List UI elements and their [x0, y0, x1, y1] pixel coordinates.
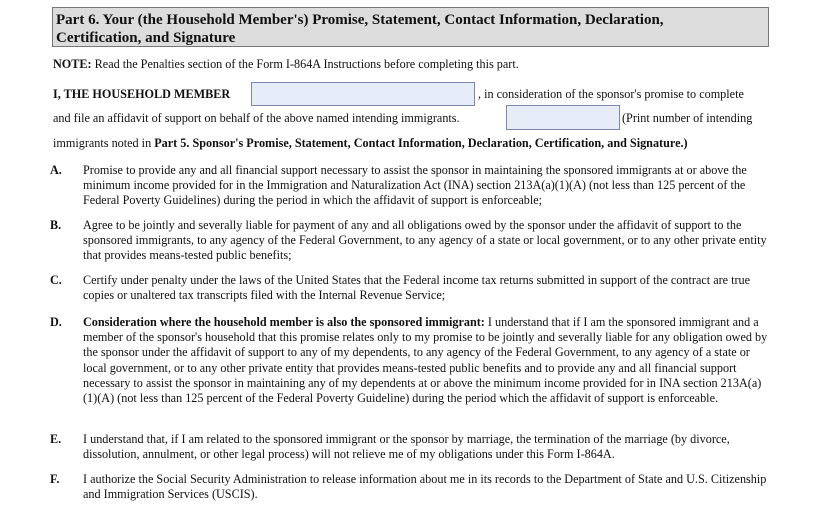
item-text: Certify under penalty under the laws of the United States that the Federal income tax returns submitted in support of the contract are true copies or unaltered tax transcripts filed with the Internal Revenue Service; — [83, 273, 751, 303]
heading-line-2: Certification, and Signature — [56, 30, 236, 46]
household-member-label: I, THE HOUSEHOLD MEMBER — [53, 87, 231, 101]
intro-line-2-tail: (Print number of intending — [622, 111, 753, 125]
item-c — [50, 273, 770, 303]
item-letter: D. — [50, 315, 62, 329]
item-a — [50, 163, 770, 209]
item-text: I understand that, if I am related to the sponsored immigrant or the sponsor by marriage, the termination of the marriage (by divorce, dissolution, annulment, or other legal process) will not relieve me of my obligations under this Form I-864A. — [83, 432, 730, 462]
note — [53, 57, 519, 72]
intro-line-1-tail: , in consideration of the sponsor's promise to complete — [478, 87, 744, 101]
item-letter: F. — [50, 472, 60, 486]
intro-line-3-bold: Part 5. Sponsor's Promise, Statement, Contact Information, Declaration, Certification, and Signature.) — [154, 136, 688, 150]
item-letter: A. — [50, 163, 62, 177]
intro-line-2: and file an affidavit of support on behalf of the above named intending immigrants. — [53, 111, 460, 125]
item-text: I authorize the Social Security Administration to release information about me in its records to the Department of State and U.S. Citizenship and Immigration Services (USCIS). — [83, 472, 767, 502]
part-6-heading — [52, 7, 769, 47]
intro-line-3 — [53, 136, 688, 151]
household-member-name-field[interactable] — [251, 82, 475, 106]
item-letter: C. — [50, 273, 62, 287]
item-letter: E. — [50, 432, 62, 446]
intro-line-3-head: immigrants noted in — [53, 136, 155, 150]
item-text: Agree to be jointly and severally liable for payment of any and all obligations owed by the sponsor under the affidavit of support to the sponsored immigrants, to any agency of the Federal Government, to any agency of a state or local government, or to any other private entity that provides means-tested public benefits; — [83, 218, 767, 263]
item-text: Promise to provide any and all financial support necessary to assist the sponsor in maintaining the sponsored immigrants at or above the minimum income provided for in the Immigration and Naturalization Act (INA) section 213A(a)(1)(A) (not less than 125 percent of the Federal Poverty Guidelines) during the period in which the affidavit of support is enforceable; — [83, 163, 747, 208]
number-of-immigrants-field[interactable] — [506, 105, 620, 130]
item-f — [50, 472, 770, 502]
item-d — [50, 315, 770, 406]
item-text: Consideration where the household member is also the sponsored immigrant: I understand that if I am the sponsored immigrant and a member of the sponsor's household that this promise relates only to my promise to be jointly and severally liable for any obligation owed by the sponsor under the affidavit of support to any of my dependents, to any agency of the Federal Government, to any agency of a state or local government, or to any other private entity that provides means-tested public benefits and to provide any and all financial support necessary to assist the sponsor in maintaining any of my dependents at or above the minimum income provided for in INA section 213A(a)(1)(A) (not less than 125 percent of the Federal Poverty Guideline) during the period which the affidavit of support is enforceable. — [83, 315, 768, 406]
heading-line-1: Part 6. Your (the Household Member's) Promise, Statement, Contact Information, Declaration, — [56, 12, 664, 28]
item-b — [50, 218, 770, 264]
item-e — [50, 432, 770, 462]
note-label: NOTE: — [53, 57, 92, 71]
item-letter: B. — [50, 218, 62, 232]
note-text: Read the Penalties section of the Form I-864A Instructions before completing this part. — [91, 57, 519, 71]
